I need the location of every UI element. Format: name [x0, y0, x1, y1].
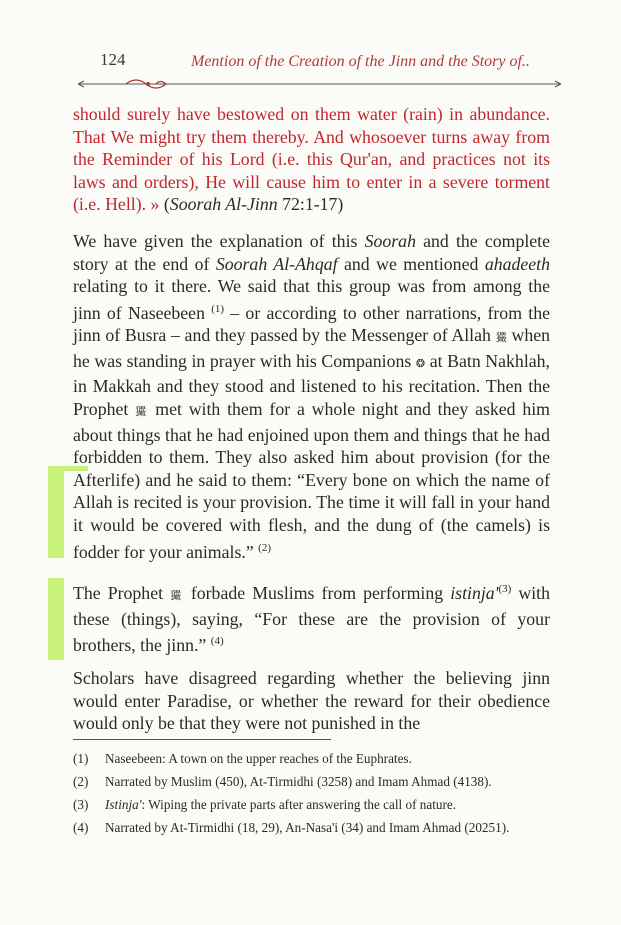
italic-term: istinja' [450, 582, 499, 603]
closing-bracket: » [150, 194, 160, 215]
salutation-symbol-icon: 玁 [170, 589, 184, 602]
footnotes [73, 750, 553, 842]
footnote-text [105, 796, 553, 813]
text: The Prophet [73, 582, 171, 603]
text: at Batn Nakhlah, in Makkah and they stood and listened to his recitation. Then the Prophet [73, 350, 550, 420]
footnote-text: Naseebeen: A town on the upper reaches of the Euphrates. [105, 751, 412, 766]
salutation-symbol-icon: 玁 [135, 406, 149, 419]
text: when he was standing in prayer with his Companions [73, 325, 550, 371]
highlighter-mark [48, 578, 64, 660]
italic-term: ahadeeth [484, 253, 550, 274]
salutation-symbol-icon: 玁 [495, 332, 507, 345]
text: relating to it there. We said that this group was from among the jinn of Naseebeen [73, 276, 550, 323]
footnote-item [73, 819, 553, 836]
italic-term: Soorah Al-Ahqaf [215, 253, 338, 274]
running-title: Mention of the Creation of the Jinn and the Story of.. [191, 53, 530, 70]
page-number: 124 [100, 50, 126, 69]
quran-quote-paragraph [73, 103, 550, 216]
text: with these (things), saying, “For these are the provision of your brothers, the jinn.” [73, 582, 550, 656]
citation-soorah: Soorah Al-Jinn [169, 194, 278, 215]
footnote-ref: (3) [498, 583, 512, 595]
highlighter-mark [48, 466, 64, 558]
text: – or according to other narrations, from the jinn of Busra – and they passed by the Messenger of Allah [73, 302, 550, 346]
footnote-divider [73, 739, 331, 740]
footnote-item [73, 796, 553, 813]
quote-text: should surely have bestowed on them water (rain) in abundance. That We might try them thereby. And whosoever turns away from the Reminder of his Lord (i.e. this Qur'an, and practices not its laws and orders), He will cause him to enter in a severe torment (i.e. Hell). [73, 104, 550, 215]
footnote-number: (1) [73, 751, 89, 766]
text: We have given the explanation of this [73, 231, 365, 251]
footnote-ref: (2) [258, 541, 271, 554]
footnote-ref: (1) [211, 302, 225, 315]
body-paragraph: Scholars have disagreed regarding whether the believing jinn would enter Paradise, or whether the reward for their obedience would only be that they were not punished in the [73, 668, 550, 734]
footnote-number: (3) [73, 797, 89, 812]
footnote-text: Narrated by Muslim (450), At-Tirmidhi (3258) and Imam Ahmad (4138). [105, 774, 492, 789]
citation-ref: 72:1-17) [282, 194, 344, 215]
citation-open: ( [159, 194, 170, 215]
text: forbade Muslims from performing [183, 582, 451, 603]
text: and the complete story at the end of [73, 231, 550, 274]
body-paragraph [73, 578, 550, 657]
footnote-ref: (4) [210, 635, 224, 648]
body-paragraph [73, 230, 550, 563]
footnote-text: Narrated by At-Tirmidhi (18, 29), An-Nasa'i (34) and Imam Ahmad (20251). [105, 820, 510, 835]
footnote-definition: : Wiping the private parts after answering the call of nature. [141, 797, 457, 812]
text: met with them for a whole night and they asked him about things that he had enjoined upon them and things that he had forbidden to them. They also asked him about provision (for the Afterlife) and he said to them: “Every bone on which the name of Allah is recited is your provision. The time it will fall in your hand it would be covered with flesh, and the dung of (the camels) is fodder for your animals.” [73, 399, 551, 562]
italic-term: Soorah [364, 231, 416, 251]
footnote-term: Istinja' [105, 797, 142, 812]
companions-symbol-icon: ❂ [415, 357, 426, 370]
footnote-item [73, 750, 553, 767]
text: and we mentioned [337, 253, 485, 274]
footnote-number: (4) [73, 820, 89, 835]
footnote-item [73, 773, 553, 790]
header-ornament-rule [78, 77, 561, 91]
page-header [0, 0, 621, 90]
footnote-number: (2) [73, 774, 89, 789]
